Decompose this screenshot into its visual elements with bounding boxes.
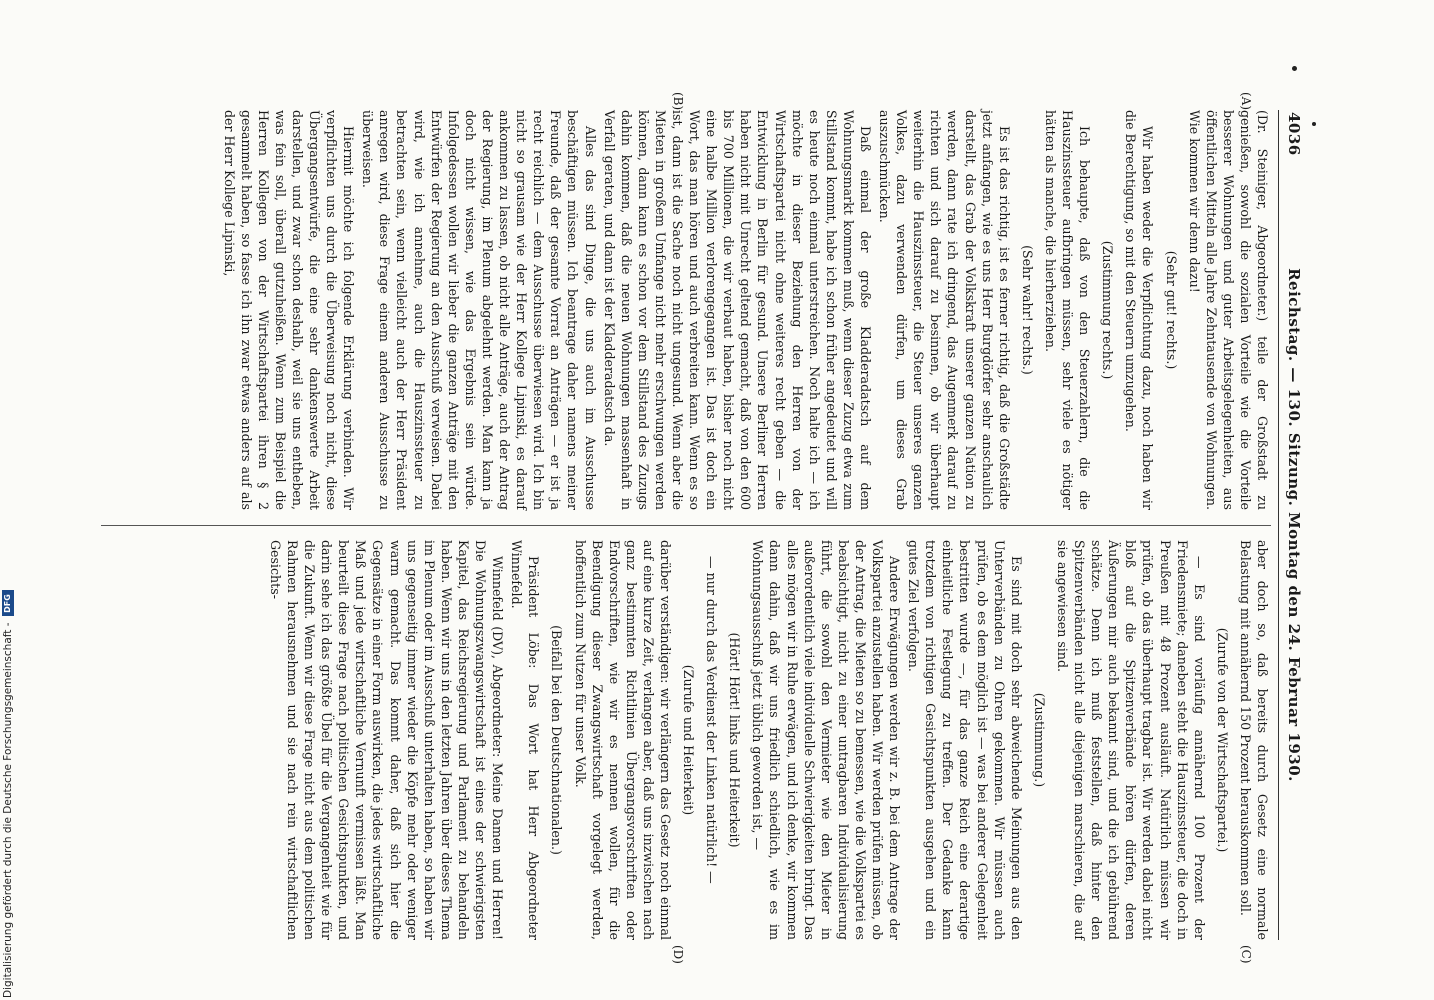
interjection: (Zurufe von der Wirtschaftspartei.) bbox=[1214, 627, 1230, 853]
page-number: 4036 bbox=[1285, 112, 1303, 156]
interjection: (Hört! Hört! links und Heiterkeit) bbox=[727, 632, 743, 848]
paragraph: — nur durch das Verdienst der Linken natürlich! — bbox=[704, 556, 720, 884]
paragraph: Es sind mit doch sehr abweichende Meinungen aus den Unterverbänden zu Ohren gekommen. Wir müssen auch prüfen, ob es dem möglich ist — was bei anderer Gelegenheit bestritten wurde —, für das ganze Reich eine derartige einheitliche Festlegung zu treffen. Der Gedanke kann trotzdem von richtigen Gesichtspunkten ausgehen und ein gutes Ziel verfolgen. bbox=[906, 540, 1024, 940]
scan-speck bbox=[1292, 66, 1297, 71]
margin-marker-d: (D) bbox=[671, 945, 685, 964]
paragraph: aber doch so, daß bereits durch Gesetz eine normale Belastung mit annähernd 150 Prozent herauskommen soll. bbox=[1237, 540, 1270, 940]
paragraph: darüber verständigen: wir verlängern das Gesetz noch einmal auf eine kurze Zeit, verlangen aber, daß uns inzwischen nach ganz bestimmten Richtlinien Übergangsvorschriften oder Endvorschriften, wie wir es nennen wollen, für die Beendigung dieser Zwangswirtschaft vorgelegt werden, hoffentlich zum Nutzen für unser Volk. bbox=[572, 540, 673, 940]
paragraph: Daß einmal der große Kladderadatsch auf dem Wohnungsmarkt kommen muß, wenn dieser Zuzug etwa zum Stillstand kommt, habe ich schon früher angedeutet und will es heute noch einmal unterstreichen. Noch halte ich — ich möchte in dieser Beziehung den Herren von der Wirtschaftspartei nicht ohne weiteres recht geben — die Entwicklung in Berlin für gesund. Unsere Berliner Herren haben nicht mit Unrecht geltend gemacht, daß von den 600 bis 700 Millionen, die wir verbaut haben, bisher noch nicht eine halbe Million verlorengegangen ist. Das ist doch ein Wort, das man hören und auch verbreiten kann. Wenn es so ist, dann ist die Sache noch nicht ungesund. Wenn aber die Mieten in großem Umfange nicht mehr erschwungen werden können, dann kann es schon vor dem Stillstand des Zuzugs dahin kommen, daß die neuen Wohnungen massenhaft in Verfall geraten, und dann ist der Kladderadatsch da. bbox=[601, 110, 874, 510]
column-divider bbox=[101, 525, 1271, 526]
paragraph: Es ist das richtig, ist es ferner richtig, daß die Großstädte jetzt anfangen, wie es uns Herr Burgdörfer sehr anschaulich darstellt, das Grab der Volkskraft unserer ganzen Nation zu werden, dann rate ich dringend, das Augenmerk darauf zu richten und sich darauf zu besinnen, ob wir überhaupt weiterhin die Hauszinssteuer, die Steuer unseres ganzen Volkes, dazu verwenden dürfen, um dieses Grab auszuschmücken. bbox=[877, 110, 1012, 510]
paragraph: — Es sind vorläufig annähernd 100 Prozent der Friedensmiete; daneben steht die Hauszinssteuer, die doch in Preußen mit 48 Prozent ausläuft. Natürlich müssen wir prüfen, ob das überhaupt tragbar ist. Wir werden dabei nicht bloß auf die Spitzenverbände hören dürfen, deren Äußerungen mir auch bekannt sind, und die ich gebührend schätze. Denn ich muß feststellen, daß hinter den Spitzenverbänden nicht alle diejenigen marschieren, die auf sie angewiesen sind. bbox=[1054, 540, 1207, 940]
dfg-logo-icon: DFG bbox=[2, 590, 14, 616]
interjection: (Zustimmung rechts.) bbox=[1100, 240, 1116, 380]
rotated-document-page bbox=[90, 92, 1305, 964]
running-head bbox=[1278, 110, 1305, 940]
paragraph: (Dr. Steiniger, Abgeordneter.) teile der Großstadt zu genießen, sowohl die sozialen Vorteile wie die Vorteile besserer Wohnungen und guter Arbeitsgelegenheiten, aus öffentlichen Mitteln alle Jahre Zehntausende von Wohnungen. Wie kommen wir denn dazu! bbox=[1186, 110, 1270, 510]
margin-marker-a: (A) bbox=[1239, 92, 1253, 111]
interjection: (Zurufe und Heiterkeit) bbox=[681, 664, 697, 816]
interjection: (Sehr gut! rechts.) bbox=[1163, 250, 1179, 370]
paragraph: Wir haben weder die Verpflichtung dazu, noch haben wir die Berechtigung, so mit den Steuern umzugehen. bbox=[1123, 110, 1156, 510]
paragraph: Andere Erwägungen werden wir z. B. bei dem Antrage der Volkspartei anzustellen haben. Wir werden prüfen müssen, ob der Antrag, die Mieten so zu bemessen, wie die Volkspartei es beabsichtigt, nicht zu einer untragbaren Individualisierung führt, die sowohl den Vermieter wie den Mieter in außerordentlich viele individuelle Schwierigkeiten bringt. Das alles mögen wir in Ruhe erwägen, und ich denke, wir kommen dann dahin, daß wir uns friedlich schiedlich, wie es im Wohnungsausschuß jetzt üblich geworden ist, — bbox=[750, 540, 903, 940]
left-column bbox=[218, 110, 1271, 510]
paragraph: Ich behaupte, daß von den Steuerzahlern, die die Hauszinssteuer aufbringen müssen, sehr viele es nötiger hätten als manche, die hierherziehen. bbox=[1042, 110, 1093, 510]
margin-marker-c: (C) bbox=[1239, 945, 1253, 964]
digitization-credit bbox=[0, 578, 16, 1000]
header-title: Reichstag. — 130. Sitzung. Montag den 24. Februar 1930. bbox=[1285, 268, 1303, 782]
interjection: (Beifall bei den Deutschnationalen.) bbox=[549, 625, 565, 855]
interjection: (Zustimmung.) bbox=[1031, 692, 1047, 788]
right-column bbox=[265, 540, 1271, 940]
speaker-paragraph: Präsident Löbe: Das Wort hat Herr Abgeordneter Winnefeld. bbox=[509, 540, 542, 940]
credit-text: Digitalisierung gefördert durch die Deutsche Forschungsgemeinschaft - bbox=[2, 622, 14, 998]
paragraph: Alles das sind Dinge, die uns auch im Ausschusse beschäftigen müssen. Ich beantrage daher namens meiner Freunde, daß der gesamte Vorrat an Anträgen — er ist ja recht reichlich — dem Ausschusse überwiesen wird. Ich bin nicht so grausam wie der Herr Kollege Lipinski, es darauf ankommen zu lassen, ob nicht alle Anträge, auch der Antrag der Regierung, im Plenum abgelehnt werden. Man kann ja doch nicht wissen, wie das Ergebnis sein würde. Infolgedessen wollen wir lieber die ganzen Anträge mit den Entwürfen der Regierung an den Ausschuß verweisen. Dabei wird, wie ich annehme, auch die Hauszinssteuer zu betrachten sein, wenn vielleicht auch der Herr Präsident anregen wird, diese Frage einem anderen Ausschusse zu überweisen. bbox=[360, 110, 598, 510]
paragraph: Hiermit möchte ich folgende Erklärung verbinden. Wir verpflichten uns durch die Überweisung noch nicht, diese Übergangsentwürfe, die eine sehr dankenswerte Arbeit darstellen, und zwar schon deshalb, weil sie uns entheben, was fein soll, überall gutzuheißen. Wenn zum Beispiel die Herren Kollegen von der Wirtschaftspartei ihren § 2 gesammelt haben, so fasse ich ihn zwar etwas anders auf als der Herr Kollege Lipinski, bbox=[221, 110, 357, 510]
margin-marker-b: (B) bbox=[671, 92, 685, 111]
interjection: (Sehr wahr! rechts.) bbox=[1019, 245, 1035, 375]
speaker-paragraph: Winnefeld (DV), Abgeordneter: Meine Damen und Herren! Die Wohnungszwangswirtschaft ist eines der schwierigsten Kapitel, das Reichsregierung und Parlament zu behandeln haben. Wenn wir uns in den letzten Jahren über dieses Thema im Plenum oder im Ausschuß unterhalten haben, so haben wir uns gegenseitig immer wieder die Köpfe mehr oder weniger warm gemacht. Das kommt daher, daß sich hier die Gegensätze in einer Form auswirken, die jedes wirtschaftliche Maß und jede wirtschaftliche Vernunft vermissen läßt. Man beurteilt diese Frage nach politischen Gesichtspunkten, und darin sehe ich das größte Übel für die Vergangenheit wie für die Zukunft. Wenn wir diese Frage nicht aus dem politischen Rahmen herausnehmen und sie nach rein wirtschaftlichen Gesichts- bbox=[267, 540, 506, 940]
scan-speck bbox=[1312, 122, 1316, 126]
